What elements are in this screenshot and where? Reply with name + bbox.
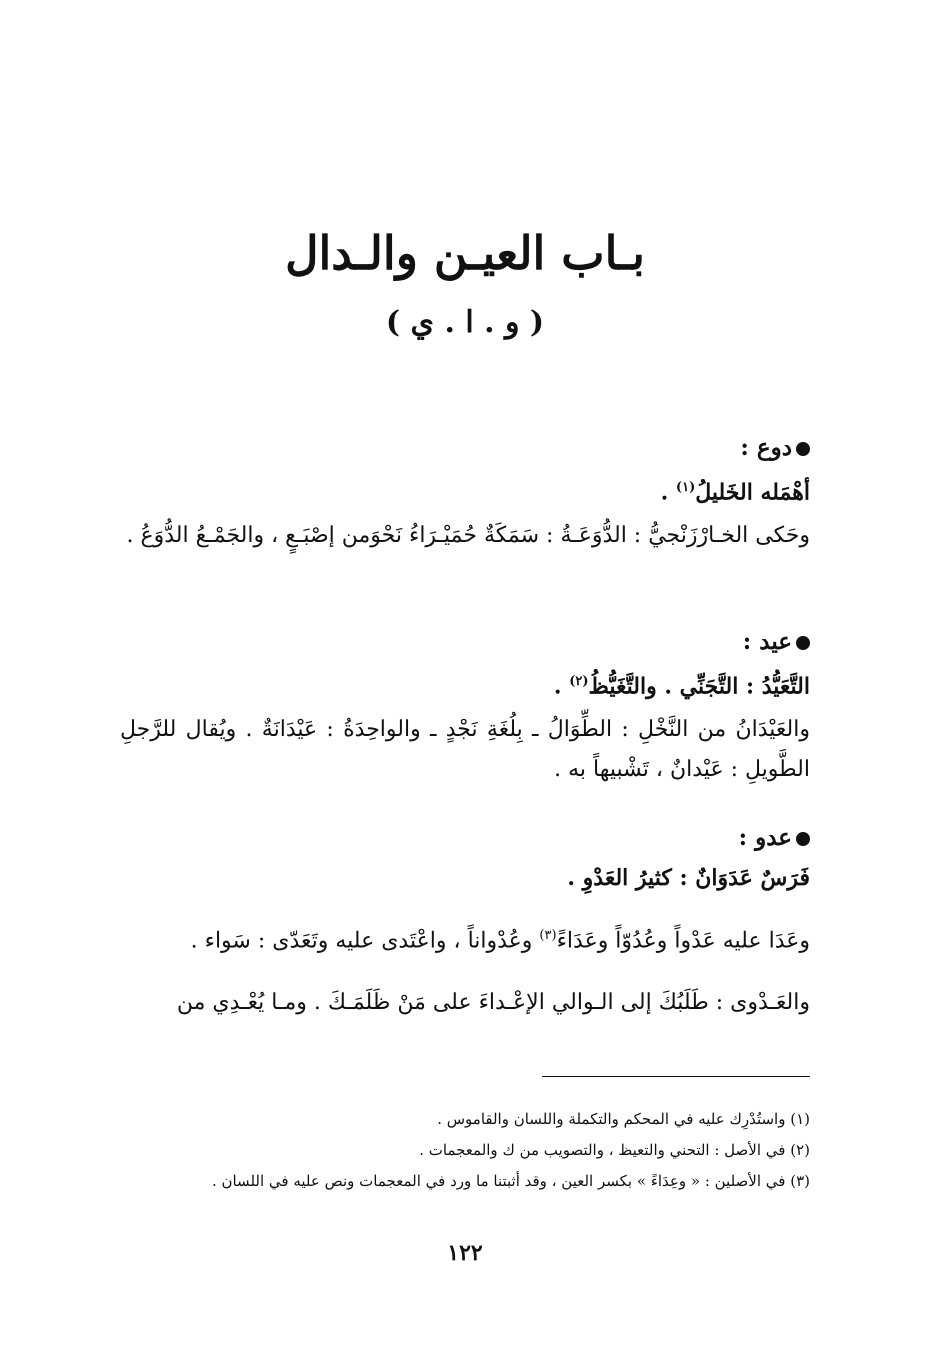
entry-heading bbox=[120, 622, 810, 662]
entry-adw bbox=[120, 818, 810, 1023]
footnote-ref: (١) bbox=[675, 480, 696, 495]
entry-text: والعَيْدَانُ من النَّخْلِ : الطِّوَالُ ـ بِلُغَةِ نَجْدٍ ـ والواحِدَةُ : عَيْدَانَةٌ . ويُقال للرَّجلِ الطَّويلِ : عَيْدانٌ ، تَشْبيهاً به . bbox=[120, 717, 810, 783]
entry-line bbox=[120, 916, 810, 961]
entry-text: وعَدَا عليه عَدْواً وعُدُوّاً وعَدَاءً bbox=[556, 928, 810, 954]
bullet-icon bbox=[796, 442, 810, 456]
footnote-ref: (٢) bbox=[569, 674, 589, 689]
entry-line bbox=[120, 858, 810, 898]
entry-line bbox=[120, 710, 810, 790]
entry-text-tail: . bbox=[660, 479, 676, 506]
chapter-title: بـاب العيـن والـدال bbox=[285, 226, 645, 280]
bullet-icon bbox=[796, 832, 810, 846]
entry-text: والعَـدْوى : طَلَبُكَ إلى الـوالي الإعْـداءَ على مَنْ ظَلَمَـكَ . ومـا يُعْـدِي من bbox=[176, 990, 810, 1016]
entry-line bbox=[120, 468, 810, 512]
footnote: (٢) في الأصل : التحني والتعيظ ، والتصويب من ك والمعجمات . bbox=[419, 1141, 810, 1159]
bullet-icon bbox=[796, 636, 810, 650]
entry-text-tail: وعُدْواناً ، واعْتَدى عليه وتَعَدّى : سَواء . bbox=[190, 928, 540, 954]
footnote-ref: (٣) bbox=[539, 928, 557, 943]
footnote-divider bbox=[542, 1076, 810, 1077]
entry-heading bbox=[120, 428, 810, 468]
footnote: (١) واستُدْرِك عليه في المحكم والتكملة واللسان والقاموس . bbox=[437, 1110, 810, 1128]
entry-dwa bbox=[120, 428, 810, 556]
entry-heading-label: عدو : bbox=[738, 824, 792, 851]
entry-line bbox=[120, 662, 810, 706]
entry-heading-label: دوع : bbox=[740, 434, 792, 461]
footnote: (٣) في الأصلين : « وعِدَاءً » بكسر العين ، وقد أثبتنا ما ورد في المعجمات ونص عليه في اللسان . bbox=[211, 1172, 810, 1190]
entry-heading bbox=[120, 818, 810, 858]
page-number: ١٢٢ bbox=[447, 1240, 483, 1266]
entry-eyd bbox=[120, 622, 810, 790]
entry-text: وحَكى الخـارْزَنْجيُّ : الدُّوَعَـةُ : سَمَكَةٌ حُمَيْـرَاءُ نَحْوَمن إصْبَـعٍ ، والجَمْـعُ الدُّوَعُ . bbox=[126, 523, 810, 549]
entry-line bbox=[120, 516, 810, 556]
entry-text: التَّعَيُّدُ : التَّجَنِّي . والتَّغَيُّظُ bbox=[588, 673, 810, 700]
entry-text: أهْمَله الخَليلُ bbox=[695, 479, 810, 506]
entry-line bbox=[120, 983, 810, 1023]
entry-heading-label: عيد : bbox=[742, 628, 792, 655]
entry-text-tail: . bbox=[553, 673, 570, 700]
entry-text: فَرَسٌ عَدَوَانٌ : كثيرُ العَدْوِ . bbox=[567, 865, 810, 891]
footnotes bbox=[120, 1104, 810, 1197]
chapter-subtitle: ( و . ا . ي ) bbox=[385, 305, 545, 340]
